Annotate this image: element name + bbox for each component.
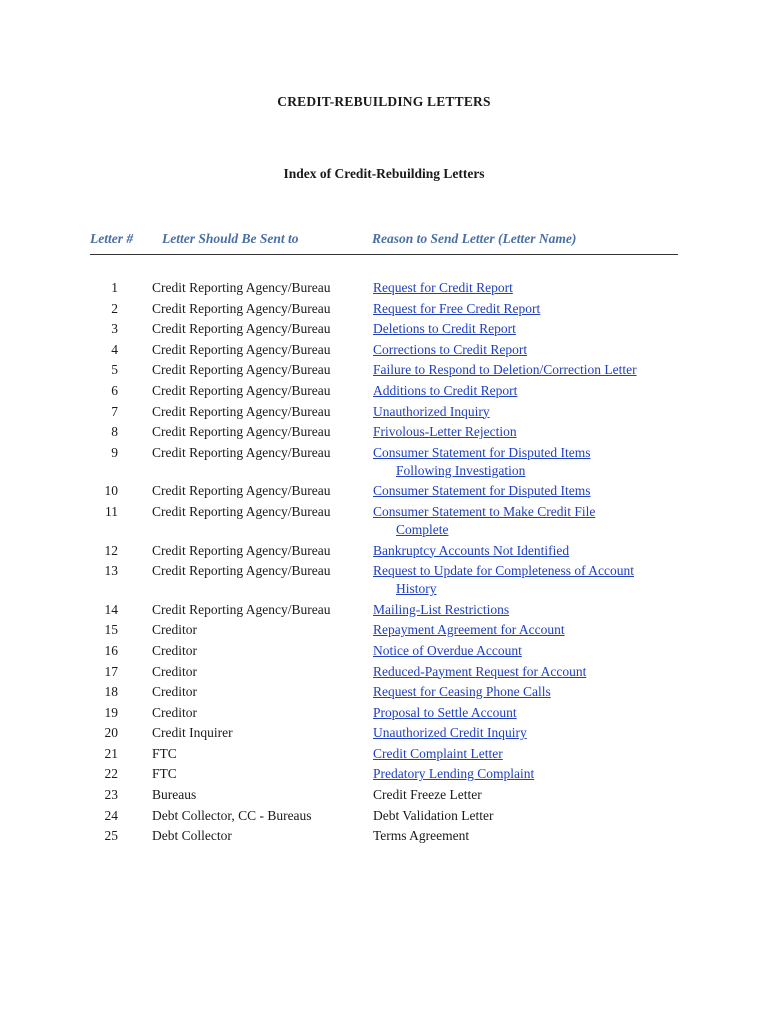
letter-number: 14 [104,601,118,617]
letter-number: 6 [111,382,118,398]
letter-link[interactable] [373,683,683,701]
recipient-cell: Credit Reporting Agency/Bureau [152,424,331,440]
recipient-cell: Creditor [152,684,197,700]
letter-link[interactable] [373,341,683,359]
letter-number: 4 [111,341,118,357]
recipient-cell: FTC [152,766,177,782]
letter-link[interactable] [373,382,683,400]
letter-name-text: Additions to Credit Report [373,382,518,398]
letter-number: 13 [104,563,118,579]
recipient-cell: Debt Collector, CC - Bureaus [152,807,312,823]
letter-number: 10 [104,483,118,499]
table-row [0,403,768,421]
table-row [0,663,768,681]
letter-link[interactable] [373,745,683,763]
letter-number: 19 [104,704,118,720]
table-row [0,279,768,297]
column-header-letter-number: Letter # [90,231,134,246]
letter-name-text: Reduced-Payment Request for Account [373,663,587,679]
table-row [0,642,768,660]
letter-number: 8 [111,424,118,440]
recipient-cell: Credit Reporting Agency/Bureau [152,382,331,398]
letter-link[interactable] [373,765,683,783]
letter-name-text: Bankruptcy Accounts Not Identified [373,542,570,558]
table-row [0,621,768,639]
recipient-cell: Credit Inquirer [152,725,233,741]
table-row [0,444,768,480]
table-row [0,765,768,783]
table-row [0,601,768,619]
letter-number: 16 [104,642,118,658]
letter-name-text: Request for Free Credit Report [373,300,541,316]
letter-name-text: Deletions to Credit Report [373,321,516,337]
recipient-cell: Credit Reporting Agency/Bureau [152,341,331,357]
letter-link[interactable] [373,503,683,539]
letter-number: 7 [111,403,118,419]
letter-name-text: Consumer Statement to Make Credit File [373,503,596,519]
recipient-cell: Credit Reporting Agency/Bureau [152,483,331,499]
letter-number: 23 [104,787,118,803]
recipient-cell: Creditor [152,663,197,679]
letter-number: 12 [104,542,118,558]
recipient-cell: Credit Reporting Agency/Bureau [152,601,331,617]
table-row [0,724,768,742]
letter-name-text: Proposal to Settle Account [373,704,517,720]
table-row [0,683,768,701]
letter-name [373,807,683,825]
letter-number: 21 [104,745,118,761]
letter-number: 5 [111,362,118,378]
recipient-cell: Credit Reporting Agency/Bureau [152,280,331,295]
letter-name-text: Unauthorized Inquiry [373,403,490,419]
table-row [0,786,768,804]
letter-name-text: Request to Update for Completeness of Account [373,563,634,579]
table-row [0,300,768,318]
table-row [0,482,768,500]
letter-name-continuation: History [396,581,437,597]
recipient-cell: Credit Reporting Agency/Bureau [152,321,331,337]
letter-name-text: Predatory Lending Complaint [373,766,535,782]
table-row [0,320,768,338]
recipient-cell: Creditor [152,622,197,638]
letter-link[interactable] [373,663,683,681]
letter-name-text: Frivolous-Letter Rejection [373,424,517,440]
letter-name-text: Mailing-List Restrictions [373,601,510,617]
recipient-cell: Credit Reporting Agency/Bureau [152,403,331,419]
table-row [0,562,768,598]
recipient-cell: Bureaus [152,787,197,803]
letter-number: 11 [105,503,118,519]
table-row [0,827,768,845]
letter-number: 1 [111,280,118,295]
recipient-cell: Credit Reporting Agency/Bureau [152,444,331,460]
table-row [0,341,768,359]
letter-name-text: Request for Credit Report [373,280,513,295]
table-row [0,745,768,763]
letter-name-text: Consumer Statement for Disputed Items [373,444,591,460]
letter-number: 2 [111,300,118,316]
table-row [0,542,768,560]
letter-link[interactable] [373,279,683,297]
recipient-cell: Credit Reporting Agency/Bureau [152,542,331,558]
letter-number: 20 [104,725,118,741]
letter-link[interactable] [373,621,683,639]
table-row [0,807,768,825]
letter-name-text: Corrections to Credit Report [373,341,528,357]
letter-link[interactable] [373,542,683,560]
column-header-sent-to: Letter Should Be Sent to [162,231,299,246]
letter-number: 15 [104,622,118,638]
letter-name [373,786,683,804]
header-divider [90,254,678,255]
letter-name-text: Unauthorized Credit Inquiry [373,725,527,741]
letter-name-text: Repayment Agreement for Account [373,622,565,638]
page-title: CREDIT-REBUILDING LETTERS [277,94,491,109]
letter-number: 24 [104,807,118,823]
letter-number: 3 [111,321,118,337]
table-row [0,423,768,441]
recipient-cell: Credit Reporting Agency/Bureau [152,563,331,579]
letter-name-text: Failure to Respond to Deletion/Correction Letter [373,362,637,378]
letter-link[interactable] [373,361,683,379]
letter-link[interactable] [373,562,683,598]
letter-link[interactable] [373,704,683,722]
letter-number: 18 [104,684,118,700]
recipient-cell: Credit Reporting Agency/Bureau [152,300,331,316]
recipient-cell: Credit Reporting Agency/Bureau [152,362,331,378]
letter-link[interactable] [373,300,683,318]
letter-link[interactable] [373,444,683,480]
letter-link[interactable] [373,642,683,660]
table-row [0,704,768,722]
letter-number: 22 [104,766,118,782]
letter-name [373,827,683,845]
recipient-cell: FTC [152,745,177,761]
letter-number: 25 [104,828,118,844]
letter-name-text: Debt Validation Letter [373,807,494,823]
letter-number: 9 [111,444,118,460]
letter-link[interactable] [373,403,683,421]
column-header-reason: Reason to Send Letter (Letter Name) [372,231,577,246]
index-subtitle: Index of Credit-Rebuilding Letters [283,166,485,181]
letter-name-text: Consumer Statement for Disputed Items [373,483,591,499]
letter-name-continuation: Following Investigation [396,462,526,478]
recipient-cell: Credit Reporting Agency/Bureau [152,503,331,519]
table-row [0,382,768,400]
letter-link[interactable] [373,423,683,441]
letter-name-text: Credit Freeze Letter [373,787,482,803]
recipient-cell: Creditor [152,704,197,720]
letter-name-continuation: Complete [396,521,449,537]
letter-name-text: Terms Agreement [373,828,470,844]
table-row [0,503,768,539]
letter-name-text: Notice of Overdue Account [373,642,522,658]
letter-link[interactable] [373,320,683,338]
recipient-cell: Debt Collector [152,828,232,844]
recipient-cell: Creditor [152,642,197,658]
letter-link[interactable] [373,724,683,742]
letter-link[interactable] [373,601,683,619]
letter-link[interactable] [373,482,683,500]
letter-name-text: Credit Complaint Letter [373,745,503,761]
letter-name-text: Request for Ceasing Phone Calls [373,684,551,700]
table-row [0,361,768,379]
letter-number: 17 [104,663,118,679]
letter-index-table [0,279,768,848]
